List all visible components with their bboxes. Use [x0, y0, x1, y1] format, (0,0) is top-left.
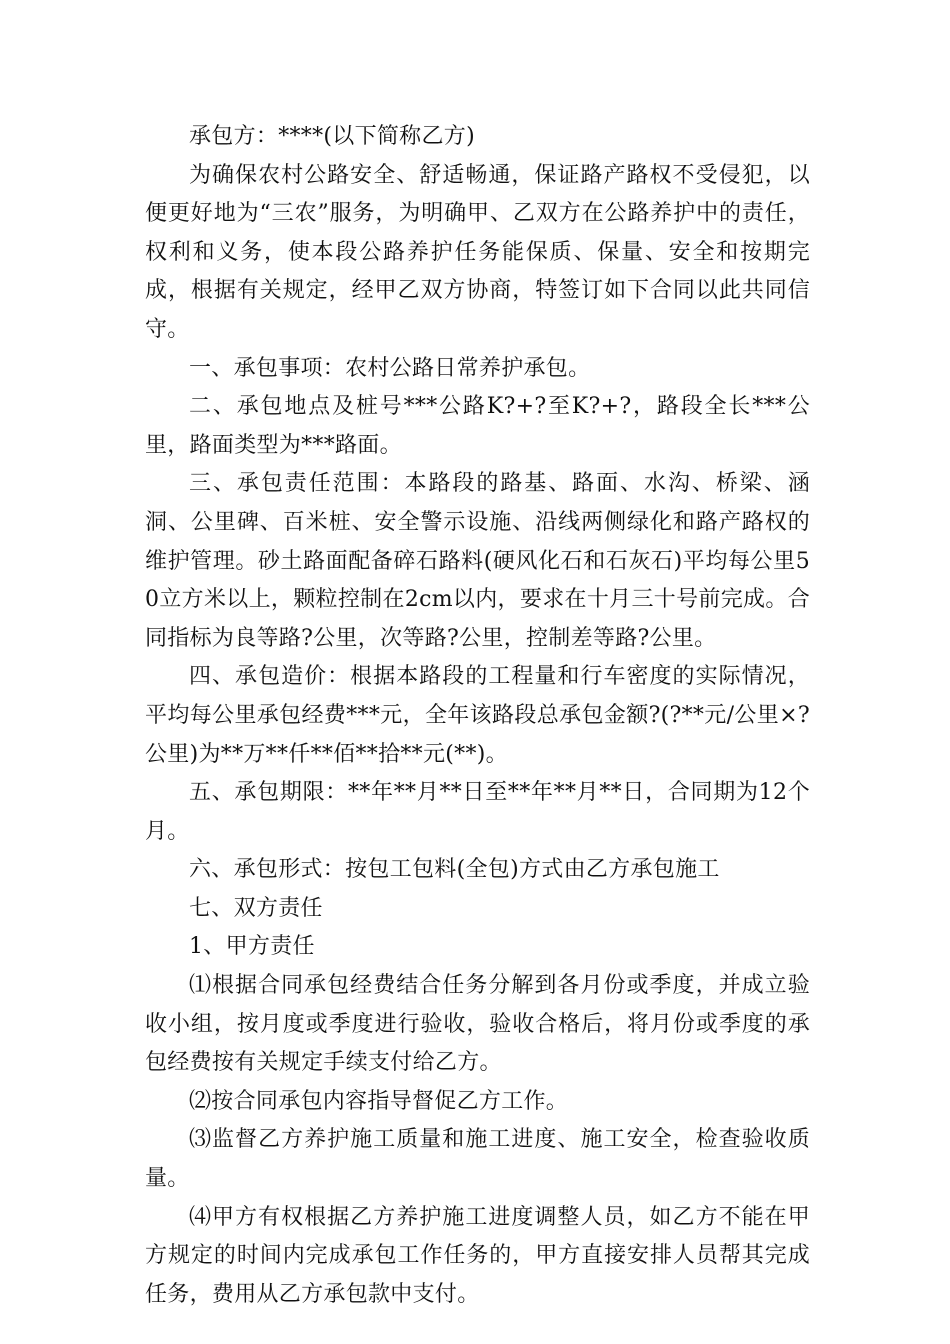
paragraph-contractor: 承包方：****(以下简称乙方) [189, 124, 475, 149]
paragraph-item-2-location: 二、承包地点及桩号***公路K?+?至K?+?，路段全长***公里，路面类型为***路面。 [145, 394, 810, 458]
paragraph-party-a-duty-3: ⑶监督乙方养护施工质量和施工进度、施工安全，检查验收质量。 [145, 1127, 810, 1192]
paragraph-item-7-heading: 七、双方责任 [189, 895, 323, 921]
paragraph-party-a-duty-2: ⑵按合同承包内容指导督促乙方工作。 [189, 1088, 569, 1114]
paragraph-party-a-duty-1: ⑴根据合同承包经费结合任务分解到各月份或季度，并成立验收小组，按月度或季度进行验收，验收合格后，将月份或季度的承包经费按有关规定手续支付给乙方。 [145, 973, 810, 1076]
paragraph-party-a-duty-4: ⑷甲方有权根据乙方养护施工进度调整人员，如乙方不能在甲方规定的时间内完成承包工作任务的，甲方直接安排人员帮其完成任务，费用从乙方承包款中支付。 [145, 1204, 810, 1307]
paragraph-item-4-cost: 四、承包造价：根据本路段的工程量和行车密度的实际情况，平均每公里承包经费***元，全年该路段总承包金额?(?**元/公里×?公里)为**万**仟**佰**拾**元(**)。 [145, 664, 810, 767]
paragraph-item-5-term: 五、承包期限：**年**月**日至**年**月**日，合同期为12个月。 [145, 780, 810, 844]
paragraph-item-6-form: 六、承包形式：按包工包料(全包)方式由乙方承包施工 [189, 857, 720, 883]
paragraph-purpose: 为确保农村公路安全、舒适畅通，保证路产路权不受侵犯，以便更好地为“三农”服务，为明确甲、乙双方在公路养护中的责任，权利和义务，使本段公路养护任务能保质、保量、安全和按期完成，根据有关规定，经甲乙双方协商，特签订如下合同以此共同信守。 [145, 162, 810, 342]
paragraph-party-a-heading: 1、甲方责任 [189, 934, 315, 960]
paragraph-item-1-scope: 一、承包事项：农村公路日常养护承包。 [189, 355, 591, 381]
paragraph-item-3-responsibility-range: 三、承包责任范围：本路段的路基、路面、水沟、桥梁、涵洞、公里碑、百米桩、安全警示设施、沿线两侧绿化和路产路权的维护管理。砂土路面配备碎石路料(硬风化石和石灰石)平均每公里50立方米以上，颗粒控制在2cm以内，要求在十月三十号前完成。合同指标为良等路?公里，次等路?公里，控制差等路?公里。 [145, 471, 810, 651]
document-body [145, 118, 810, 1314]
